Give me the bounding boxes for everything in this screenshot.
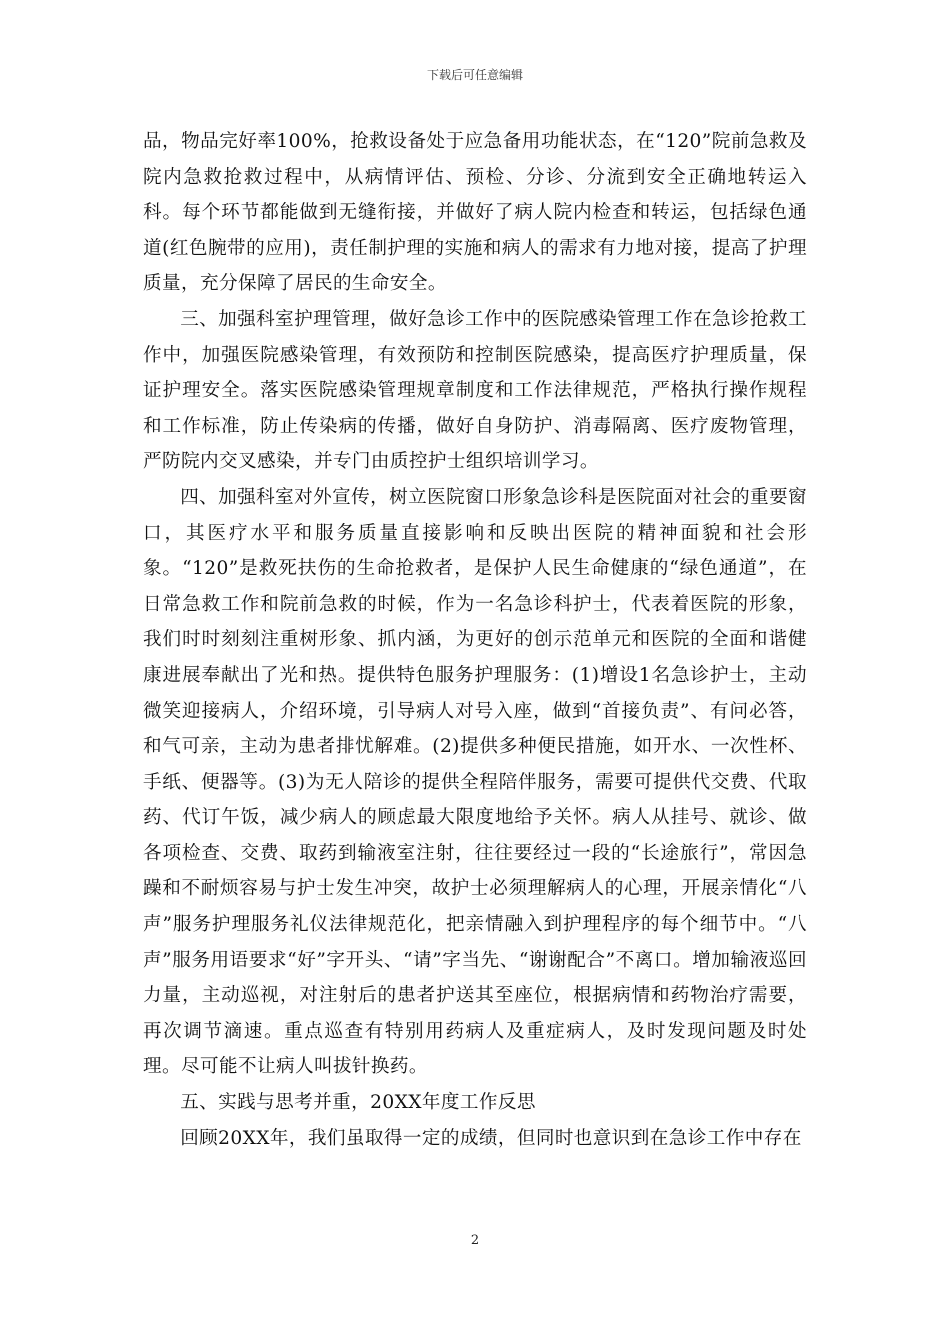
paragraph-continuation: 品，物品完好率100%，抢救设备处于应急备用功能状态，在“120”院前急救及院内急救抢救过程中，从病情评估、预检、分诊、分流到安全正确地转运入科。每个环节都能做到无缝衔接，并做好了病人院内检查和转运，包括绿色通道(红色腕带的应用)，责任制护理的实施和病人的需求有力地对接，提高了护理质量，充分保障了居民的生命安全。: [143, 131, 807, 295]
paragraph-section-four: 四、加强科室对外宣传，树立医院窗口形象急诊科是医院面对社会的重要窗口，其医疗水平和服务质量直接影响和反映出医院的精神面貌和社会形象。“120”是救死扶伤的生命抢救者，是保护人民生命健康的“绿色通道”，在日常急救工作和院前急救的时候，作为一名急诊科护士，代表着医院的形象，我们时时刻刻注重树形象、抓内涵，为更好的创示范单元和医院的全面和谐健康进展奉献出了光和热。提供特色服务护理服务：(1)增设1名急诊护士，主动微笑迎接病人，介绍环境，引导病人对号入座，做到“首接负责”、有问必答，和气可亲，主动为患者排忧解难。(2)提供多种便民措施，如开水、一次性杯、手纸、便器等。(3)为无人陪诊的提供全程陪伴服务，需要可提供代交费、代取药、代订午饭，减少病人的顾虑最大限度地给予关怀。病人从挂号、就诊、做各项检查、交费、取药到输液室注射，往往要经过一段的“长途旅行”，常因急躁和不耐烦容易与护士发生冲突，故护士必须理解病人的心理，开展亲情化“八声”服务护理服务礼仪法律规范化，把亲情融入到护理程序的每个细节中。“八声”服务用语要求“好”字开头、“请”字当先、“谢谢配合”不离口。增加输液巡回力量，主动巡视，对注射后的患者护送其至座位，根据病情和药物治疗需要，再次调节滴速。重点巡查有特别用药病人及重症病人，及时发现问题及时处理。尽可能不让病人叫拔针换药。: [143, 486, 807, 1078]
paragraph-section-five-heading: 五、实践与思考并重，20XX年度工作反思: [180, 1092, 536, 1114]
page-header: 下载后可任意编辑: [426, 68, 523, 82]
document-body: [143, 124, 807, 1156]
paragraph-section-three: 三、加强科室护理管理，做好急诊工作中的医院感染管理工作在急诊抢救工作中，加强医院感染管理，有效预防和控制医院感染，提高医疗护理质量，保证护理安全。落实医院感染管理规章制度和工作法律规范，严格执行操作规程和工作标准，防止传染病的传播，做好自身防护、消毒隔离、医疗废物管理，严防院内交叉感染，并专门由质控护士组织培训学习。: [143, 308, 807, 473]
paragraph-review: 回顾20XX年，我们虽取得一定的成绩，但同时也意识到在急诊工作中存在: [180, 1127, 802, 1149]
page-number: 2: [470, 1233, 480, 1248]
